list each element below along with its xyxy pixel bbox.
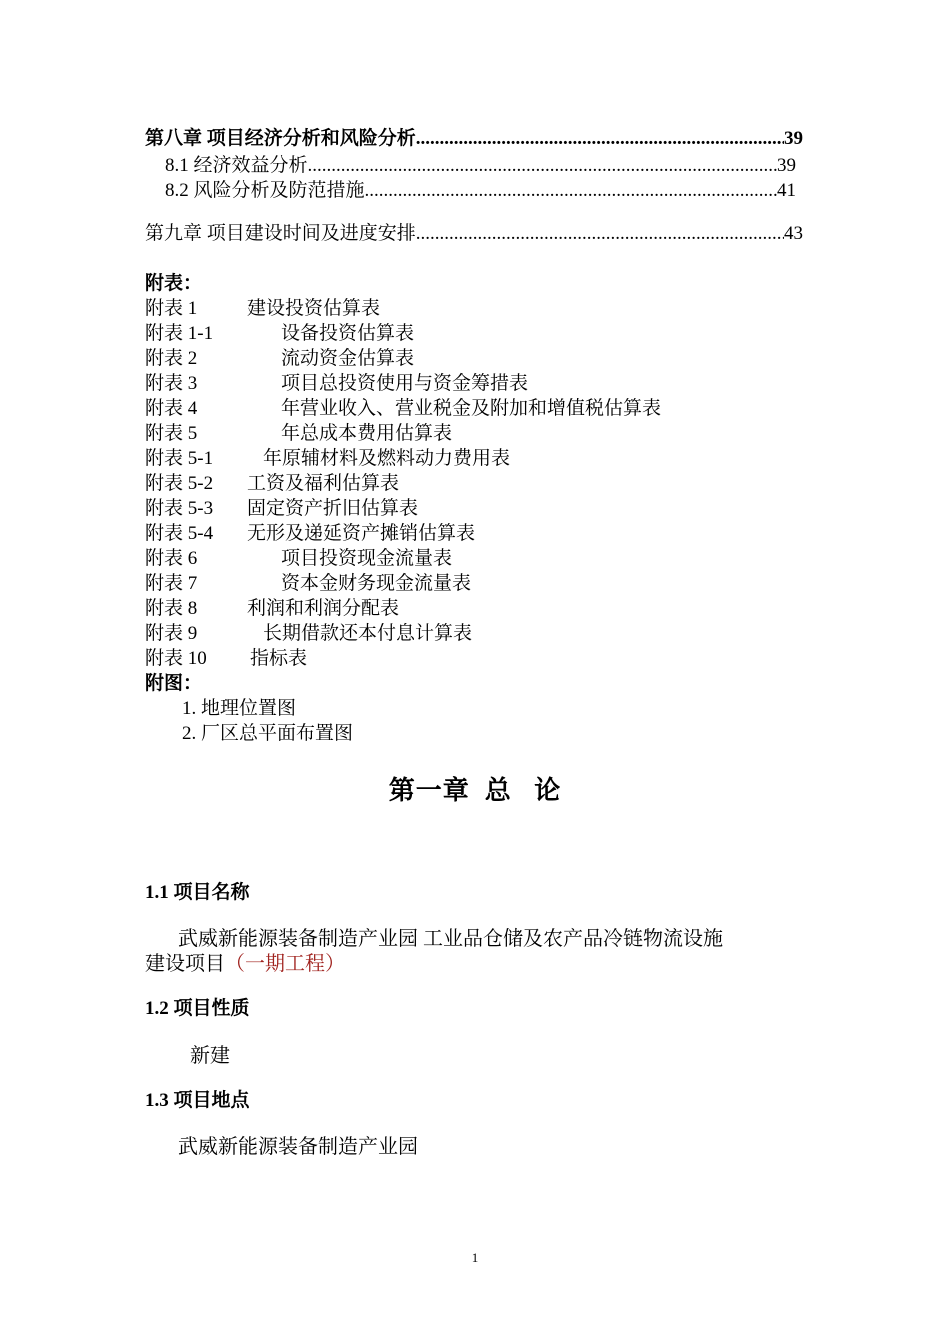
toc-leader-dots [365, 180, 777, 202]
project-phase-note: （一期工程） [225, 953, 345, 975]
attached-table-number: 附表 5-4 [145, 523, 214, 544]
attached-table-number: 附表 9 [145, 623, 198, 644]
toc-page-number: 41 [777, 180, 796, 201]
attached-table-number: 附表 1-1 [145, 323, 214, 344]
attached-table-title: 项目投资现金流量表 [281, 548, 453, 569]
toc-section-8-2-title: 8.2 风险分析及防范措施 [165, 180, 365, 201]
attached-table-title: 无形及递延资产摊销估算表 [247, 523, 476, 544]
attached-table-number: 附表 1 [145, 298, 198, 319]
attached-table-title: 资本金财务现金流量表 [281, 573, 472, 594]
attached-table-title: 年原辅材料及燃料动力费用表 [263, 448, 511, 469]
toc-section-8-2[interactable] [165, 175, 796, 202]
attached-table-number: 附表 5-2 [145, 473, 214, 494]
toc-page-number: 39 [784, 128, 803, 149]
attached-table-title: 流动资金估算表 [281, 348, 415, 369]
project-nature: 新建 [190, 1045, 230, 1067]
project-name-line-1: 武威新能源装备制造产业园 工业品仓储及农产品冷链物流设施 [178, 928, 723, 950]
attached-table-title: 利润和利润分配表 [247, 598, 400, 619]
attached-table-number: 附表 8 [145, 598, 198, 619]
toc-chapter-8[interactable] [145, 123, 803, 150]
page-number: 1 [471, 1250, 479, 1265]
project-name-line-2 [145, 947, 345, 976]
attached-table-title: 年营业收入、营业税金及附加和增值税估算表 [281, 398, 662, 419]
section-heading-1-1: 1.1 项目名称 [145, 882, 250, 903]
toc-leader-dots [416, 128, 784, 150]
toc-chapter-9-title: 第九章 项目建设时间及进度安排 [145, 223, 416, 244]
attached-table-title: 年总成本费用估算表 [281, 423, 453, 444]
chapter-title: 第一章 总 论 [388, 776, 562, 805]
toc-section-8-1[interactable] [165, 150, 796, 177]
project-name-text: 建设项目 [145, 953, 225, 975]
section-heading-1-3: 1.3 项目地点 [145, 1090, 250, 1111]
section-heading-1-2: 1.2 项目性质 [145, 998, 250, 1019]
attached-table-number: 附表 4 [145, 398, 198, 419]
attached-table-number: 附表 5 [145, 423, 198, 444]
toc-chapter-9[interactable] [145, 218, 803, 245]
toc-section-8-1-title: 8.1 经济效益分析 [165, 155, 308, 176]
attached-table-number: 附表 5-1 [145, 448, 214, 469]
attached-figure-item: 2. 厂区总平面布置图 [182, 723, 354, 744]
attached-table-number: 附表 3 [145, 373, 198, 394]
attached-table-number: 附表 6 [145, 548, 198, 569]
attached-table-number: 附表 2 [145, 348, 198, 369]
attached-table-title: 项目总投资使用与资金筹措表 [281, 373, 529, 394]
attached-table-title: 固定资产折旧估算表 [247, 498, 419, 519]
attached-table-number: 附表 5-3 [145, 498, 214, 519]
toc-page-number: 43 [784, 223, 803, 244]
attached-table-title: 建设投资估算表 [247, 298, 381, 319]
project-location: 武威新能源装备制造产业园 [178, 1136, 418, 1158]
toc-leader-dots [416, 223, 784, 245]
attached-figures-heading: 附图： [145, 673, 203, 694]
attached-table-title: 工资及福利估算表 [247, 473, 400, 494]
attached-table-title: 长期借款还本付息计算表 [263, 623, 473, 644]
toc-chapter-8-title: 第八章 项目经济分析和风险分析 [145, 128, 416, 149]
toc-leader-dots [308, 155, 777, 177]
attached-figure-item: 1. 地理位置图 [182, 698, 297, 719]
attached-table-title: 设备投资估算表 [281, 323, 415, 344]
attached-table-number: 附表 7 [145, 573, 198, 594]
toc-page-number: 39 [777, 155, 796, 176]
attached-tables-heading: 附表： [145, 273, 203, 294]
attached-table-number: 附表 10 [145, 648, 207, 669]
attached-table-title: 指标表 [250, 648, 308, 669]
